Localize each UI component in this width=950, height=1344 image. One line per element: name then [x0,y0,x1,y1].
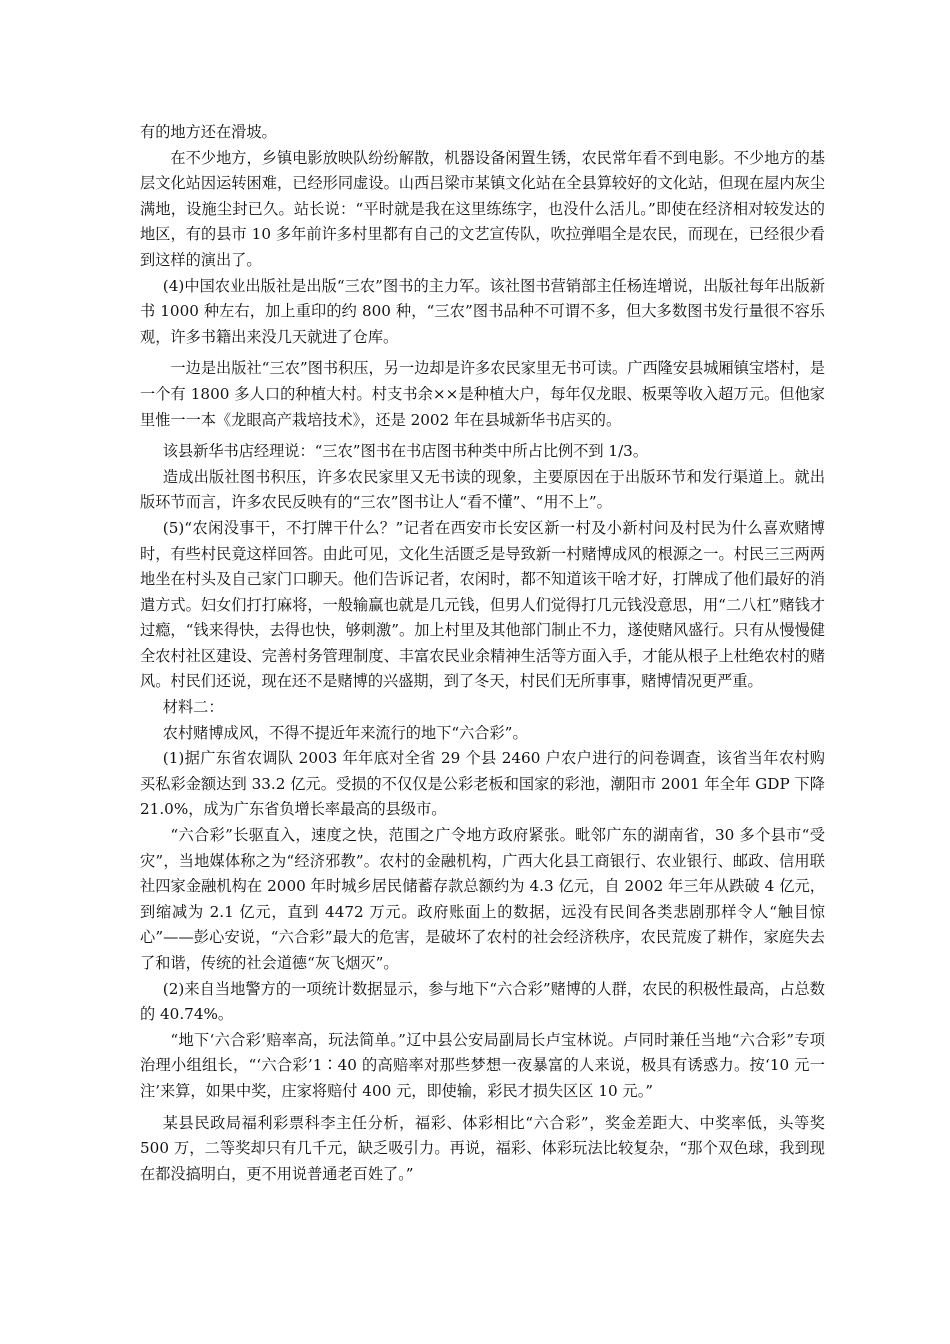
paragraph: 有的地方还在滑坡。 [140,123,277,141]
paragraph: 一边是出版社“三农”图书积压，另一边却是许多农民家里无书可读。广西隆安县城厢镇宝塔村，是一个有 1800 多人口的种植大村。村支书余××是种植大户，每年仅龙眼、板栗等收入超万元。但他家里惟一一本《龙眼高产栽培技术》，还是 2002 年在县城新华书店买的。 [140,359,825,429]
paragraph: 该县新华书店经理说：“三农”图书在书店图书种类中所占比例不到 1/3。 [162,442,649,461]
paragraph: (5)“农闲没事干，不打牌干什么？”记者在西安市长安区新一村及小新村问及村民为什么喜欢赌博时，有些村民竟这样回答。由此可见，文化生活匮乏是导致新一村赌博成风的根源之一。村民三三两两地坐在村头及自己家门口聊天。他们告诉记者，农闲时，都不知道该干啥才好，打牌成了他们最好的消遣方式。妇女们打打麻将，一般输赢也就是几元钱，但男人们觉得打几元钱没意思，用“二八杠”赌钱才过瘾，“钱来得快，去得也快，够刺激”。加上村里及其他部门制止不力，遂使赌风盛行。只有从慢慢健全农村社区建设、完善村务管理制度、丰富农民业余精神生活等方面入手，才能从根子上杜绝农村的赌风。村民们还说，现在还不是赌博的兴盛期，到了冬天，村民们无所事事，赌博情况更严重。 [140,518,825,691]
paragraph: 造成出版社图书积压，许多农民家里又无书读的现象，主要原因在于出版环节和发行渠道上。就出版环节而言，许多农民反映有的“三农”图书让人“看不懂”、“用不上”。 [140,467,825,512]
document-page [140,120,825,1187]
paragraph: “六合彩”长驱直入，速度之快，范围之广令地方政府紧张。毗邻广东的湖南省，30 多个县市“受灾”，当地媒体称之为“经济邪教”。农村的金融机构，广西大化县工商银行、农业银行、邮政、信用联社四家金融机构在 2000 年时城乡居民储蓄存款总额约为 4.3 亿元，自 2002 年三年从跌破 4 亿元，到缩减为 2.1 亿元，直到 4472 万元。政府账面上的数据，远没有民间各类悲剧那样令人“触目惊心”——彭心安说，“六合彩”最大的危害，是破坏了农村的社会经济秩序，农民荒废了耕作，家庭失去了和谐，传统的社会道德“灰飞烟灭”。 [140,826,825,972]
paragraph: (2)来自当地警方的一项统计数据显示，参与地下“六合彩”赌博的人群，农民的积极性最高，占总数的 40.74%。 [140,979,825,1024]
paragraph: 在不少地方，乡镇电影放映队纷纷解散，机器设备闲置生锈，农民常年看不到电影。不少地方的基层文化站因运转困难，已经形同虚设。山西吕梁市某镇文化站在全县算较好的文化站，但现在屋内灰尘满地，设施尘封已久。站长说：“平时就是我在这里练练字，也没什么活儿。”即使在经济相对较发达的地区，有的县市 10 多年前许多村里都有自己的文艺宣传队，吹拉弹唱全是农民，而现在，已经很少看到这样的演出了。 [140,148,825,269]
paragraph: 农村赌博成风，不得不提近年来流行的地下“六合彩”。 [162,723,528,742]
paragraph: 某县民政局福利彩票科李主任分析，福彩、体彩相比“六合彩”，奖金差距大、中奖率低，头等奖 500 万，二等奖却只有几千元，缺乏吸引力。再说，福彩、体彩玩法比较复杂，“那个双色球，我到现在都没搞明白，更不用说普通老百姓了。” [140,1113,825,1183]
paragraph: (4)中国农业出版社是出版“三农”图书的主力军。该社图书营销部主任杨连增说，出版社每年出版新书 1000 种左右，加上重印的约 800 种，“三农”图书品种不可谓不多，但大多数图书发行量很不容乐观，许多书籍出来没几天就进了仓库。 [140,276,825,346]
section-heading: 材料二： [162,698,224,717]
paragraph: (1)据广东省农调队 2003 年年底对全省 29 个县 2460 户农户进行的问卷调查，该省当年农村购买私彩金额达到 33.2 亿元。受损的不仅仅是公彩老板和国家的彩池，潮阳市 2001 年全年 GDP 下降 21.0%，成为广东省负增长率最高的县级市。 [140,749,825,819]
paragraph: “地下‘六合彩’赔率高，玩法简单。”辽中县公安局副局长卢宝林说。卢同时兼任当地“六合彩”专项治理小组组长，“‘六合彩’1∶40 的高赔率对那些梦想一夜暴富的人来说，极具有诱惑力。按‘10 元一注’来算，如果中奖，庄家将赔付 400 元，即使输，彩民才损失区区 10 元。” [140,1030,825,1100]
